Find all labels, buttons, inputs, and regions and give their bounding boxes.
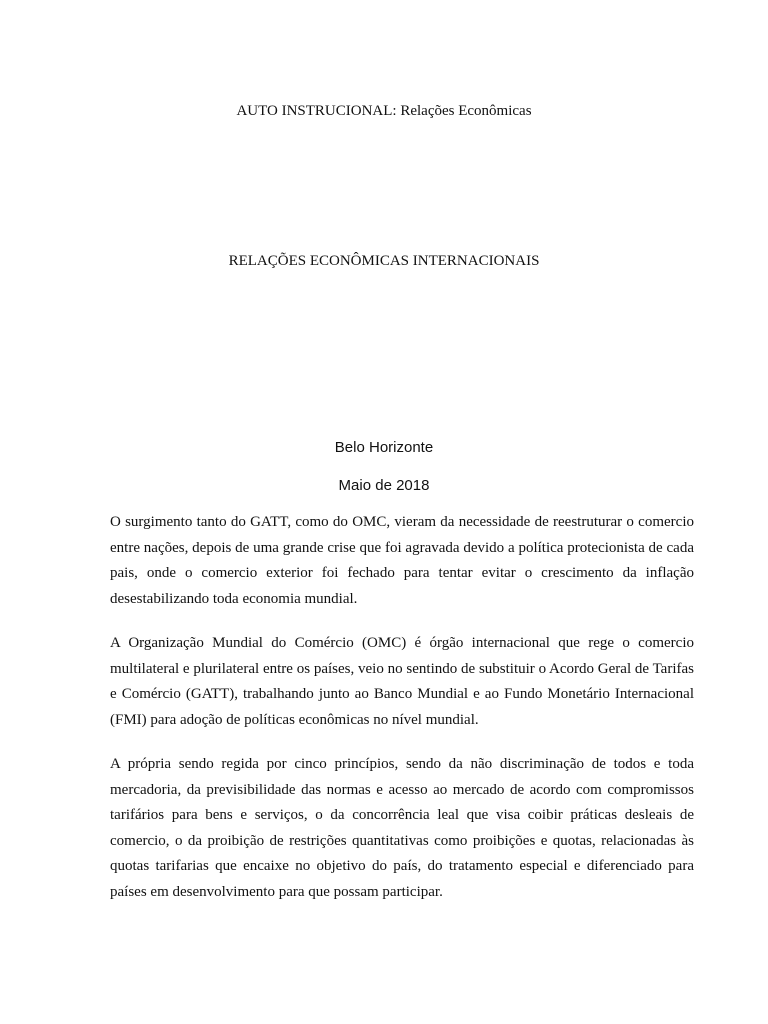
paragraph-omc-principles: A própria sendo regida por cinco princípios, sendo da não discriminação de todos e toda mercadoria, da previsibilidade das normas e acesso ao mercado de acordo com compromissos tarifários para bens e serviços, o da concorrência leal que visa coibir práticas desleais de comercio, o da proibição de restrições quantitativas como proibições e quotas, relacionadas às quotas tarifarias que encaixe no objetivo do país, do tratamento especial e diferenciado para países em desenvolvimento para que possam participar.	[110, 756, 694, 900]
paragraph-gatt-omc-origin: O surgimento tanto do GATT, como do OMC, vieram da necessidade de reestruturar o comercio entre nações, depois de uma grande crise que foi agravada devido a política protecionista de cada pais, onde o comercio exterior foi fechado para tentar evitar o crescimento da inflação desestabilizando toda economia mundial.	[110, 514, 694, 607]
document-title: RELAÇÕES ECONÔMICAS INTERNACIONAIS	[228, 253, 540, 269]
document-header: AUTO INSTRUCIONAL: Relações Econômicas	[236, 103, 532, 119]
document-body	[110, 510, 694, 924]
paragraph-omc-definition: A Organização Mundial do Comércio (OMC) é órgão internacional que rege o comercio multilateral e plurilateral entre os países, veio no sentindo de substituir o Acordo Geral de Tarifas e Comércio (GATT), trabalhando junto ao Banco Mundial e ao Fundo Monetário Internacional (FMI) para adoção de políticas econômicas no nível mundial.	[110, 635, 694, 728]
document-city: Belo Horizonte	[334, 439, 434, 456]
document-date: Maio de 2018	[338, 477, 430, 494]
